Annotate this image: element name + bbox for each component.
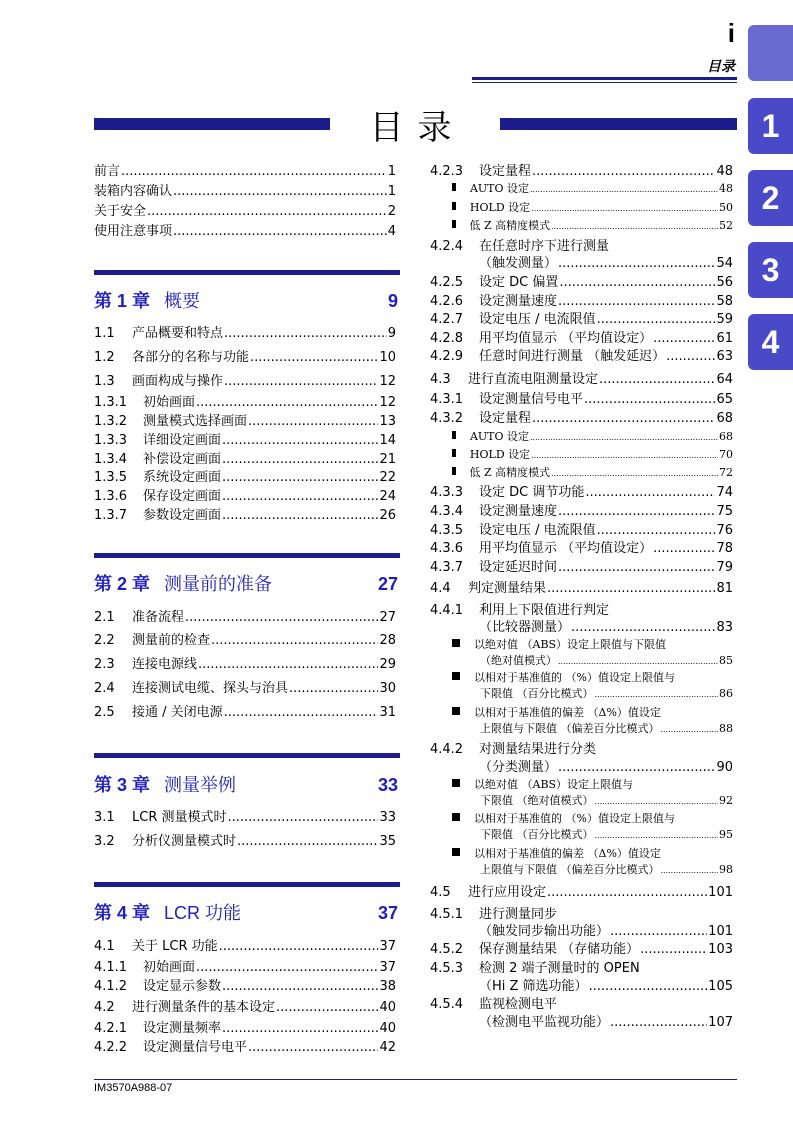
toc-entry[interactable]: 1.3 画面构成与操作 ..... 12	[94, 370, 396, 389]
toc-entry[interactable]: 3.2 分析仪测量模式时 ..... 35	[94, 830, 396, 849]
footer-doc-id: IM3570A988-07	[94, 1082, 173, 1094]
toc-sub-entry-cont[interactable]: 下限值 （绝对值模式） ..... 92	[480, 792, 733, 808]
toc-entry[interactable]: 4.2.2 设定测量信号电平 ..... 42	[94, 1036, 396, 1055]
chapter-4-heading[interactable]	[94, 899, 398, 925]
entry-text: 关于安全	[94, 204, 147, 219]
bullet-icon	[452, 202, 456, 210]
entry-page: 1	[387, 184, 396, 199]
entry-page: 4	[387, 224, 396, 239]
toc-sub-entry-cont[interactable]: （绝对值模式） ..... 85	[480, 652, 733, 668]
running-title: 目录	[707, 58, 735, 74]
chapter-label: 第 1 章	[94, 291, 151, 311]
chapter-label: 第 4 章	[94, 903, 151, 923]
toc-entry[interactable]: 4.2.7 设定电压 / 电流限值 ..... 59	[430, 308, 733, 327]
toc-entry[interactable]: 2.3 连接电源线 ..... 29	[94, 653, 396, 672]
tab-chapter-3[interactable]: 3	[748, 242, 793, 298]
toc-entry[interactable]: 4.4 判定测量结果 ..... 81	[430, 577, 733, 596]
chapter-name: 测量举例	[164, 775, 237, 795]
title-bar-right	[500, 118, 737, 130]
bullet-icon	[452, 467, 456, 475]
toc-entry[interactable]: 4.1.1 初始画面 ..... 37	[94, 956, 396, 975]
toc-entry[interactable]: 4.5.3 检测 2 端子测量时的 OPEN	[430, 961, 640, 976]
bullet-icon	[452, 639, 460, 647]
toc-sub-entry[interactable]: 低 Z 高精度模式 ..... 52	[452, 217, 733, 233]
toc-entry[interactable]: 4.3.7 设定延迟时间 ..... 79	[430, 556, 733, 575]
toc-entry[interactable]: 4.4.1 利用上下限值进行判定	[430, 603, 610, 618]
chapter-label: 第 3 章	[94, 775, 151, 795]
bullet-icon	[452, 779, 460, 787]
toc-entry[interactable]: 2.1 准备流程 ..... 27	[94, 606, 396, 625]
toc-entry[interactable]: 2.5 接通 / 关闭电源 ..... 31	[94, 701, 396, 720]
bullet-icon	[452, 672, 460, 680]
toc-entry[interactable]: 4.2.4 在任意时序下进行测量	[430, 239, 610, 254]
toc-entry[interactable]: 4.3.3 设定 DC 调节功能 ..... 74	[430, 481, 733, 500]
chapter-3-rule	[94, 753, 400, 758]
toc-entry[interactable]: 4.3.4 设定测量速度 ..... 75	[430, 500, 733, 519]
chapter-2-heading[interactable]	[94, 570, 398, 596]
chapter-3-heading[interactable]	[94, 771, 398, 797]
entry-text: 装箱内容确认	[94, 184, 173, 199]
entry-page: 1	[387, 164, 396, 179]
toc-entry[interactable]: 4.2.5 设定 DC 偏置 ..... 56	[430, 271, 733, 290]
toc-entry-cont[interactable]: （触发测量） ..... 54	[479, 252, 733, 271]
toc-entry[interactable]: 4.2.3 设定量程 ..... 48	[430, 160, 733, 179]
toc-entry[interactable]: 1.3.7 参数设定画面 ..... 26	[94, 504, 396, 523]
toc-entry[interactable]: 4.2 进行测量条件的基本设定 ..... 40	[94, 996, 396, 1015]
bullet-icon	[452, 813, 460, 821]
chapter-4-rule	[94, 882, 400, 887]
toc-entry[interactable]: 4.3.5 设定电压 / 电流限值 ..... 76	[430, 519, 733, 538]
toc-entry[interactable]: 4.3 进行直流电阻测量设定 ..... 64	[430, 368, 733, 387]
toc-entry[interactable]: 4.5 进行应用设定 ..... 101	[430, 881, 733, 900]
bullet-icon	[452, 183, 456, 191]
toc-entry[interactable]: 1.2 各部分的名称与功能 ..... 10	[94, 346, 396, 365]
bullet-icon	[452, 431, 456, 439]
toc-sub-entry-cont[interactable]: 上限值与下限值 （偏差百分比模式） ..... 98	[480, 861, 733, 877]
chapter-1-rule	[94, 270, 400, 275]
page-title: 目录	[369, 108, 466, 148]
chapter-name: LCR 功能	[164, 903, 242, 923]
chapter-page: 33	[377, 775, 398, 795]
toc-entry[interactable]: 1.3.6 保存设定画面 ..... 24	[94, 485, 396, 504]
toc-entry[interactable]: 4.3.6 用平均值显示 （平均值设定） ..... 78	[430, 537, 733, 556]
bullet-icon	[452, 848, 460, 856]
toc-entry-cont[interactable]: （检测电平监视功能） ..... 107	[479, 1011, 733, 1030]
toc-entry[interactable]: 1.3.3 详细设定画面 ..... 14	[94, 429, 396, 448]
toc-entry[interactable]: 4.2.8 用平均值显示 （平均值设定） ..... 61	[430, 327, 733, 346]
toc-entry[interactable]: 1.3.5 系统设定画面 ..... 22	[94, 466, 396, 485]
chapter-page: 27	[377, 574, 398, 594]
toc-entry-cont[interactable]: （Hi Z 筛选功能） ..... 105	[479, 975, 733, 994]
toc-entry[interactable]: 4.3.2 设定量程 ..... 68	[430, 407, 733, 426]
tab-chapter-1[interactable]: 1	[748, 98, 793, 154]
toc-sub-entry[interactable]: 以相对于基准值的 （%）值设定上限值与	[452, 810, 733, 826]
toc-entry[interactable]: 4.5.4 监视检测电平	[430, 997, 558, 1012]
toc-entry-package[interactable]	[94, 180, 396, 199]
toc-entry-preface[interactable]	[94, 160, 396, 179]
chapter-1-heading[interactable]	[94, 287, 398, 313]
toc-entry[interactable]: 1.3.4 补偿设定画面 ..... 21	[94, 448, 396, 467]
toc-sub-entry-cont[interactable]: 下限值 （百分比模式） ..... 95	[480, 826, 733, 842]
toc-entry-cont[interactable]: （比较器测量） ..... 83	[479, 616, 733, 635]
header-rule-thin	[472, 82, 737, 83]
tab-chapter-2[interactable]: 2	[748, 170, 793, 226]
toc-entry-cont[interactable]: （分类测量） ..... 90	[479, 756, 733, 775]
toc-sub-entry-cont[interactable]: 上限值与下限值 （偏差百分比模式） ..... 88	[480, 720, 733, 736]
footer-rule	[94, 1079, 737, 1080]
toc-entry[interactable]: 1.3.2 测量模式选择画面 ..... 13	[94, 410, 396, 429]
toc-sub-entry[interactable]: HOLD 设定 ..... 70	[452, 446, 733, 462]
tab-chapter-4[interactable]: 4	[748, 314, 793, 370]
toc-entry[interactable]: 1.1 产品概要和特点 ..... 9	[94, 322, 396, 341]
toc-entry[interactable]: 4.5.2 保存测量结果 （存储功能） ..... 103	[430, 938, 733, 957]
entry-text: 前言	[94, 164, 121, 179]
toc-entry[interactable]: 4.2.1 设定测量频率 ..... 40	[94, 1017, 396, 1036]
toc-entry[interactable]: 3.1 LCR 测量模式时 ..... 33	[94, 806, 396, 825]
chapter-name: 测量前的准备	[164, 574, 273, 594]
toc-sub-entry[interactable]: 低 Z 高精度模式 ..... 72	[452, 464, 733, 480]
toc-entry[interactable]: 4.1.2 设定显示参数 ..... 38	[94, 975, 396, 994]
chapter-page: 37	[377, 903, 398, 923]
toc-entry[interactable]: 4.2.9 任意时间进行测量 （触发延迟） ..... 63	[430, 345, 733, 364]
header-rule	[472, 77, 737, 80]
toc-sub-entry-cont[interactable]: 下限值 （百分比模式） ..... 86	[480, 685, 733, 701]
toc-sub-entry[interactable]: AUTO 设定 ..... 68	[452, 428, 733, 444]
toc-entry[interactable]: 4.3.1 设定测量信号电平 ..... 65	[430, 388, 733, 407]
toc-entry[interactable]: 2.4 连接测试电缆、探头与治具 ..... 30	[94, 677, 396, 696]
chapter-page: 9	[387, 291, 398, 311]
toc-entry-cont[interactable]: （触发同步输出功能） ..... 101	[479, 920, 733, 939]
toc-sub-entry[interactable]: 以绝对值 （ABS）设定上限值与	[452, 776, 733, 792]
toc-sub-entry[interactable]: 以相对于基准值的偏差 （Δ%）值设定	[452, 845, 733, 861]
toc-entry[interactable]: 4.4.2 对测量结果进行分类	[430, 742, 597, 757]
toc-entry-safety[interactable]	[94, 200, 396, 219]
toc-sub-entry[interactable]: 以绝对值 （ABS）设定上限值与下限值	[452, 636, 733, 652]
title-bar-left	[94, 118, 330, 130]
bullet-icon	[452, 220, 456, 228]
toc-sub-entry[interactable]: 以相对于基准值的 （%）值设定上限值与	[452, 669, 733, 685]
bullet-icon	[452, 449, 456, 457]
toc-sub-entry[interactable]: 以相对于基准值的偏差 （Δ%）值设定	[452, 704, 733, 720]
toc-entry[interactable]: 4.2.6 设定测量速度 ..... 58	[430, 290, 733, 309]
toc-sub-entry[interactable]: AUTO 设定 ..... 48	[452, 180, 733, 196]
chapter-2-rule	[94, 553, 400, 558]
toc-entry[interactable]: 4.5.1 进行测量同步	[430, 907, 558, 922]
tab-blank[interactable]	[748, 25, 793, 81]
page-number: i	[727, 18, 735, 48]
chapter-label: 第 2 章	[94, 574, 151, 594]
toc-entry-precautions[interactable]	[94, 220, 396, 239]
entry-page: 2	[387, 204, 396, 219]
toc-entry[interactable]: 4.1 关于 LCR 功能 ..... 37	[94, 935, 396, 954]
bullet-icon	[452, 707, 460, 715]
chapter-name: 概要	[164, 291, 201, 311]
toc-entry[interactable]: 2.2 测量前的检查 ..... 28	[94, 629, 396, 648]
toc-entry[interactable]: 1.3.1 初始画面 ..... 12	[94, 391, 396, 410]
toc-sub-entry[interactable]: HOLD 设定 ..... 50	[452, 199, 733, 215]
entry-text: 使用注意事项	[94, 224, 173, 239]
